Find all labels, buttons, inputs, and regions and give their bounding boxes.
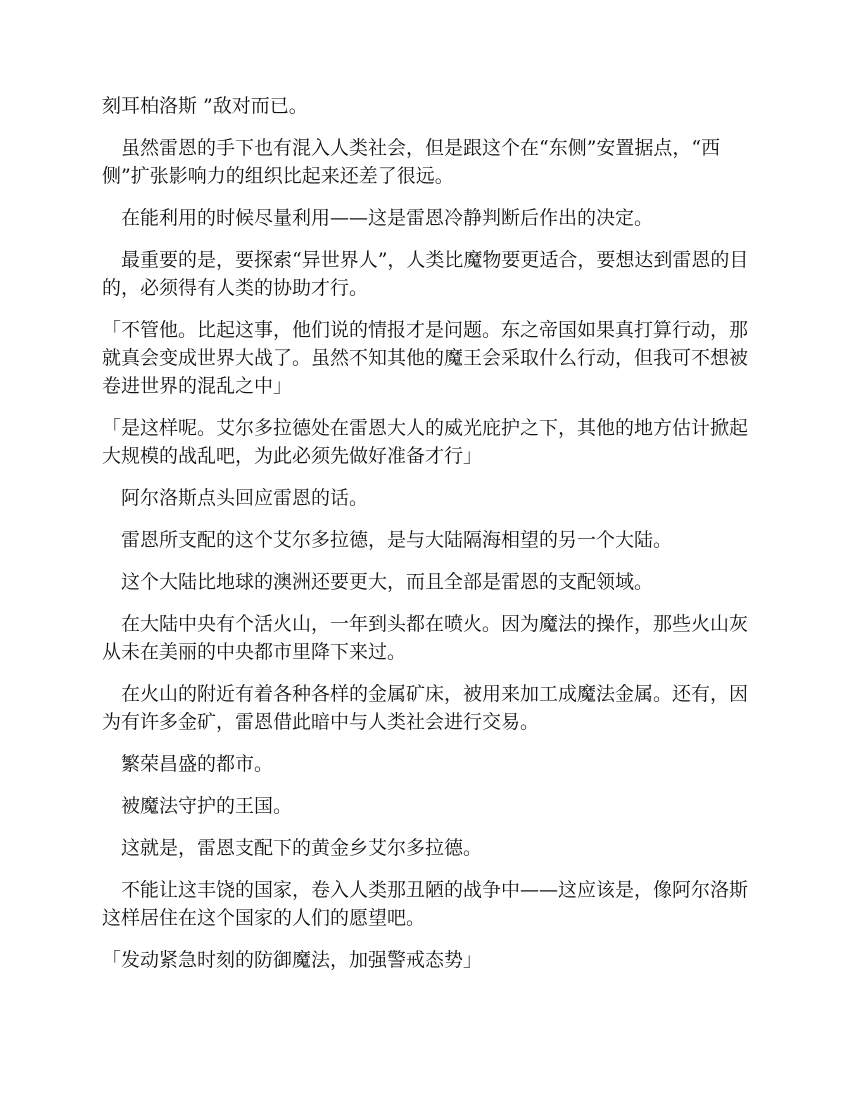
paragraph: 繁荣昌盛的都市。 bbox=[121, 753, 274, 775]
paragraph: 刻耳柏洛斯 ”敌对而已。 bbox=[102, 95, 308, 117]
paragraph: 在能利用的时候尽量利用——这是雷恩冷静判断后作出的决定。 bbox=[121, 207, 654, 229]
paragraph: 被魔法守护的王国。 bbox=[121, 795, 293, 817]
paragraph: 阿尔洛斯点头回应雷恩的话。 bbox=[121, 487, 369, 509]
dialogue-paragraph: 「不管他。比起这事，他们说的情报才是问题。东之帝国如果真打算行动，那就真会变成世界大战了。虽然不知其他的魔王会采取什么行动，但我可不想被卷进世界的混乱之中」 bbox=[102, 319, 749, 397]
paragraph: 最重要的是，要探索“异世界人”，人类比魔物要更适合，要想达到雷恩的目的，必须得有人类的协助才行。 bbox=[102, 249, 749, 299]
paragraph: 虽然雷恩的手下也有混入人类社会，但是跟这个在“东侧”安置据点，“西侧”扩张影响力的组织比起来还差了很远。 bbox=[102, 137, 721, 187]
paragraph: 不能让这丰饶的国家，卷入人类那丑陋的战争中——这应该是，像阿尔洛斯这样居住在这个国家的人们的愿望吧。 bbox=[102, 879, 749, 929]
paragraph: 这就是，雷恩支配下的黄金乡艾尔多拉德。 bbox=[121, 837, 483, 859]
dialogue-paragraph: 「发动紧急时刻的防御魔法，加强警戒态势」 bbox=[102, 949, 483, 971]
dialogue-paragraph: 「是这样呢。艾尔多拉德处在雷恩大人的威光庇护之下，其他的地方估计掀起大规模的战乱吧，为此必须先做好准备才行」 bbox=[102, 417, 749, 467]
document-page bbox=[102, 92, 752, 988]
paragraph: 在大陆中央有个活火山，一年到头都在喷火。因为魔法的操作，那些火山灰从未在美丽的中央都市里降下来过。 bbox=[102, 613, 749, 663]
paragraph: 雷恩所支配的这个艾尔多拉德，是与大陆隔海相望的另一个大陆。 bbox=[121, 529, 673, 551]
paragraph: 在火山的附近有着各种各样的金属矿床，被用来加工成魔法金属。还有，因为有许多金矿，雷恩借此暗中与人类社会进行交易。 bbox=[102, 683, 749, 733]
paragraph: 这个大陆比地球的澳洲还要更大，而且全部是雷恩的支配领域。 bbox=[121, 571, 654, 593]
